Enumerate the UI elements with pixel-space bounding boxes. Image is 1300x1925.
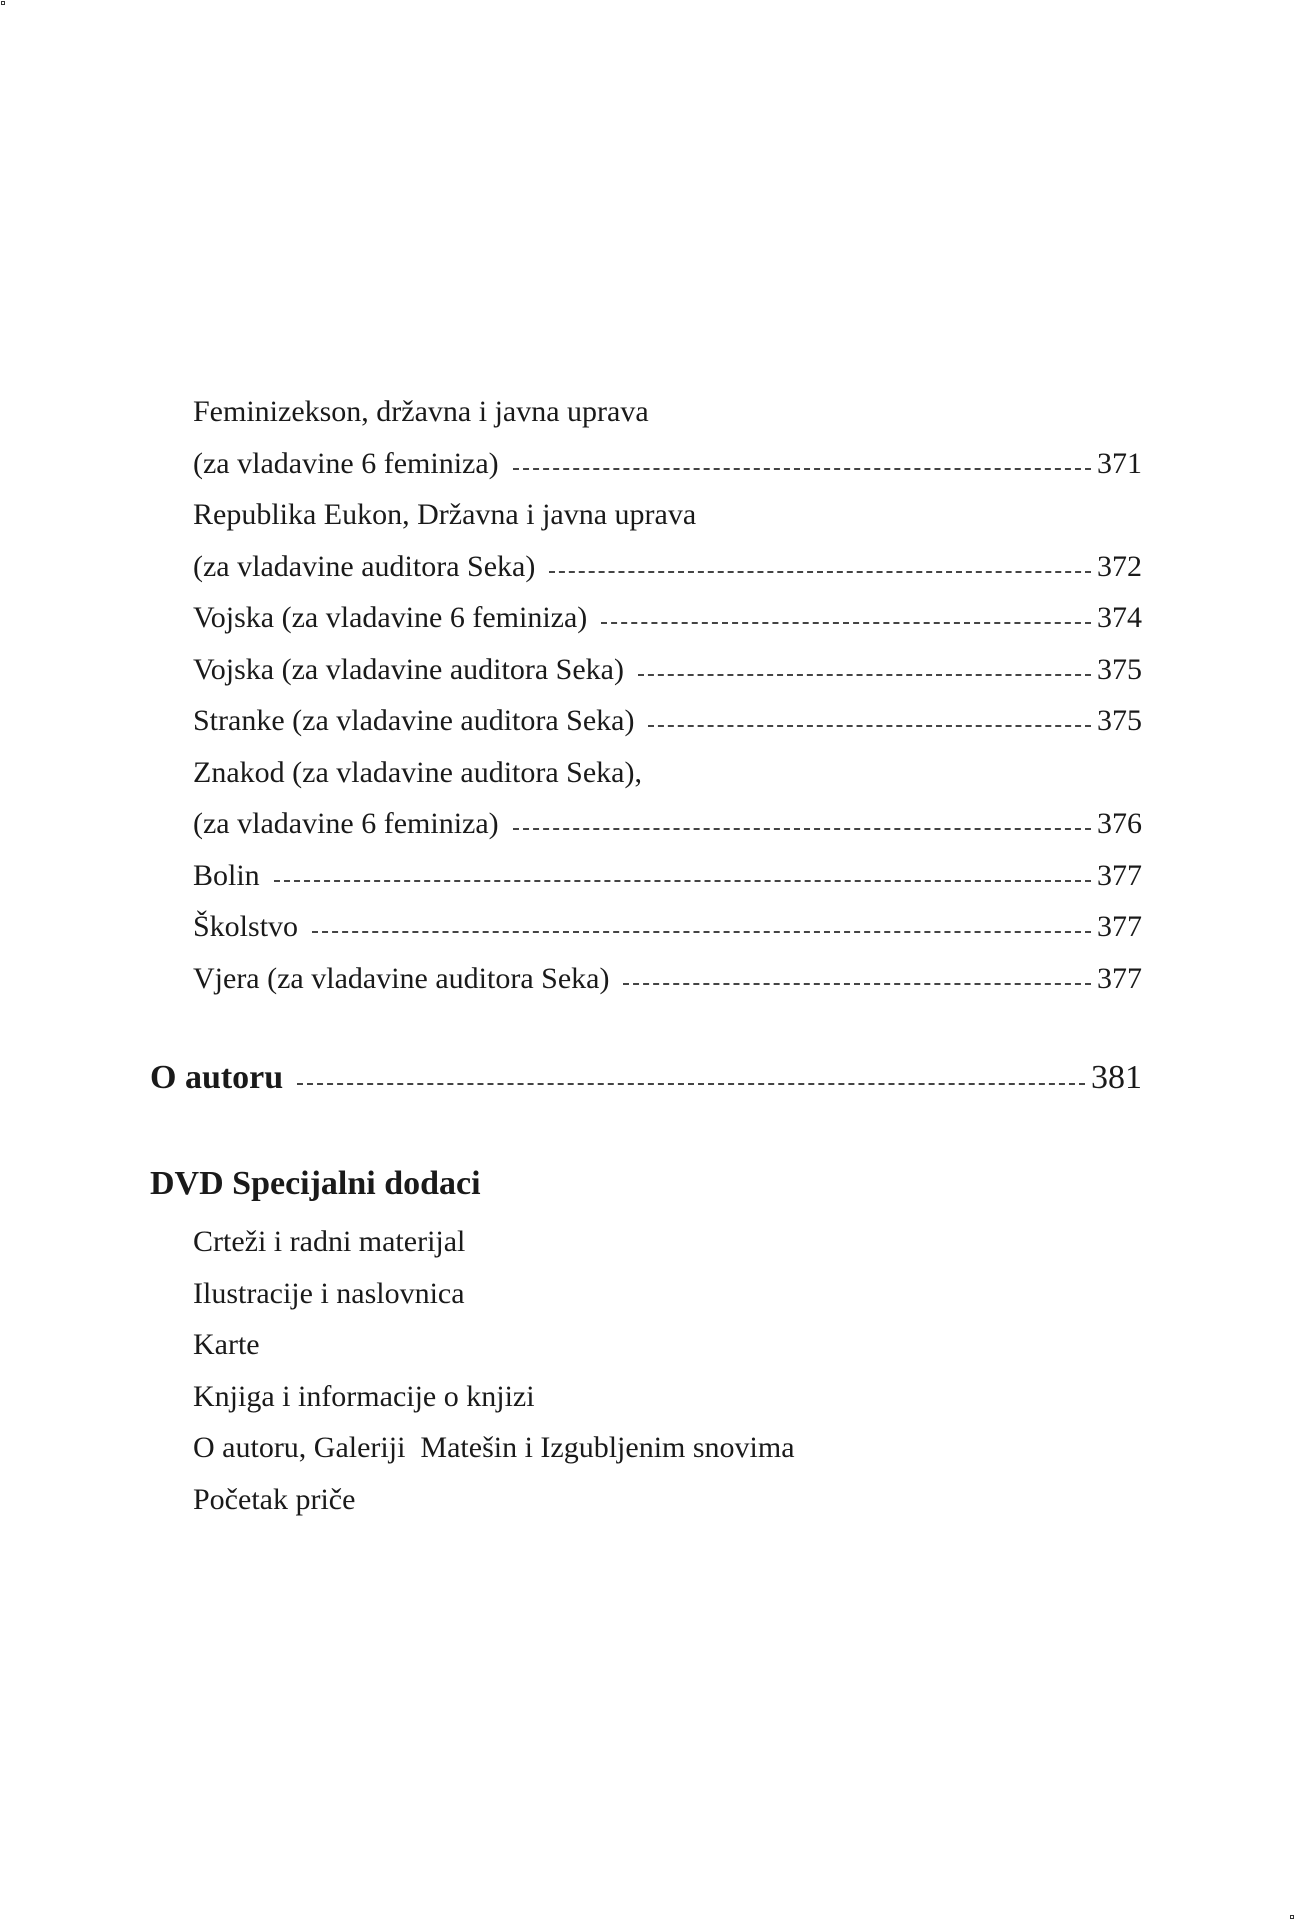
dvd-item-label: O autoru, Galeriji Matešin i Izgubljenim snovima <box>193 1431 795 1464</box>
toc-entry <box>150 859 1142 911</box>
toc-entry-page: 377 <box>1097 910 1142 943</box>
dot-leader <box>638 674 1091 676</box>
dot-leader <box>601 622 1091 624</box>
toc-entry-label: Vojska (za vladavine auditora Seka) <box>193 652 624 686</box>
toc-section-label: O autoru <box>150 1059 284 1096</box>
toc-entry <box>150 756 1142 808</box>
toc-entry <box>150 447 1142 499</box>
dot-leader <box>297 1083 1085 1085</box>
toc-entry-label: (za vladavine 6 feminiza) <box>193 807 499 840</box>
dvd-item-label: Početak priče <box>193 1482 356 1516</box>
toc-entry <box>150 962 1142 1014</box>
dot-leader <box>513 828 1091 830</box>
toc-entry <box>150 653 1142 705</box>
toc-entry-page: 374 <box>1097 601 1142 634</box>
toc-entry-page: 371 <box>1097 446 1142 480</box>
dot-leader <box>513 468 1091 470</box>
toc-entry-page: 375 <box>1097 652 1142 686</box>
table-of-contents <box>150 395 1142 1534</box>
toc-entry-page: 372 <box>1097 549 1142 583</box>
toc-entry <box>150 601 1142 653</box>
dvd-item <box>150 1225 1142 1277</box>
toc-entry-label: Stranke (za vladavine auditora Seka) <box>193 704 635 737</box>
dot-leader <box>274 880 1091 882</box>
dot-leader <box>549 571 1091 573</box>
toc-entry <box>150 807 1142 859</box>
toc-entry-label: Školstvo <box>193 910 299 943</box>
toc-section-dvd <box>150 1165 1142 1225</box>
toc-entry <box>150 498 1142 550</box>
toc-entry <box>150 704 1142 756</box>
crop-mark-bottom-right <box>1290 1915 1294 1919</box>
toc-entry-label: Feminizekson, državna i javna uprava <box>193 395 649 428</box>
dot-leader <box>312 931 1091 933</box>
toc-entry-page: 375 <box>1097 704 1142 737</box>
toc-entry <box>150 550 1142 602</box>
toc-entry-label: (za vladavine 6 feminiza) <box>193 446 499 480</box>
toc-entry-label: Vjera (za vladavine auditora Seka) <box>193 961 610 995</box>
spacer <box>150 1013 1142 1059</box>
dvd-item-label: Ilustracije i naslovnica <box>193 1276 465 1310</box>
dot-leader <box>648 725 1091 727</box>
dvd-item-label: Knjiga i informacije o knjizi <box>193 1379 535 1413</box>
toc-section-o-autoru <box>150 1059 1142 1119</box>
toc-entry-page: 377 <box>1097 858 1142 892</box>
toc-section-label: DVD Specijalni dodaci <box>150 1165 481 1202</box>
toc-entry <box>150 395 1142 447</box>
toc-entry-label: Republika Eukon, Državna i javna uprava <box>193 498 697 531</box>
dvd-item <box>150 1277 1142 1329</box>
dvd-item <box>150 1380 1142 1432</box>
toc-entry-label: Vojska (za vladavine 6 feminiza) <box>193 601 588 634</box>
toc-entry-page: 376 <box>1097 807 1142 840</box>
crop-mark-top-left <box>1 1 5 5</box>
toc-entry-label: Znakod (za vladavine auditora Seka), <box>193 755 642 789</box>
dvd-item <box>150 1483 1142 1535</box>
dvd-item <box>150 1328 1142 1380</box>
toc-entry-label: (za vladavine auditora Seka) <box>193 549 536 583</box>
toc-entry-page: 377 <box>1097 961 1142 995</box>
toc-section-page: 381 <box>1091 1059 1142 1096</box>
spacer <box>150 1119 1142 1165</box>
toc-entry-label: Bolin <box>193 858 260 892</box>
dot-leader <box>623 983 1091 985</box>
dvd-item-label: Karte <box>193 1328 260 1361</box>
toc-entry <box>150 910 1142 962</box>
dvd-item-label: Crteži i radni materijal <box>193 1225 466 1258</box>
dvd-item <box>150 1431 1142 1483</box>
